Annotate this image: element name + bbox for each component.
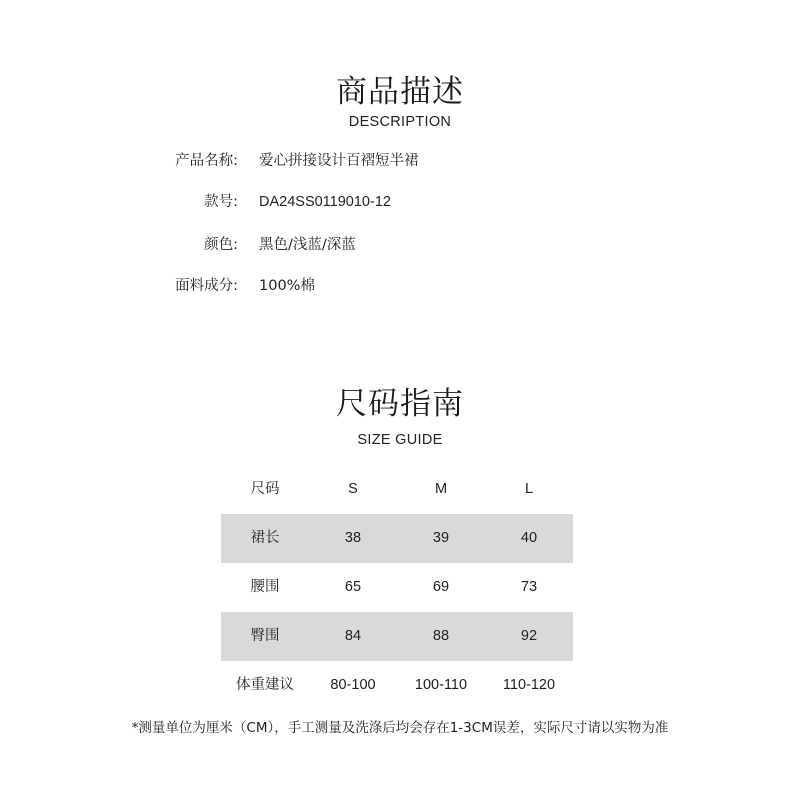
color-label: 颜色: (204, 237, 238, 253)
size-row-waist (221, 563, 573, 612)
info-row-fabric (0, 274, 800, 298)
value-m: 39 (432, 530, 450, 546)
info-row-product-name (0, 149, 800, 173)
header-size: 尺码 (250, 481, 280, 497)
value-m: 88 (432, 628, 450, 644)
header-m: M (434, 481, 448, 497)
row-label: 腰围 (250, 579, 280, 595)
info-row-color (0, 233, 800, 257)
measurement-footnote: *测量单位为厘米（CM），手工测量及洗涤后均会存在1-3CM误差，实际尺寸请以实物为准 (131, 720, 669, 736)
value-m: 69 (432, 579, 450, 595)
row-label: 体重建议 (236, 677, 294, 693)
row-label: 臀围 (250, 628, 280, 644)
size-row-weight (221, 661, 573, 710)
size-row-skirt-length (221, 514, 573, 563)
value-l: 92 (520, 628, 538, 644)
value-s: 38 (344, 530, 362, 546)
value-s: 80-100 (330, 677, 376, 693)
value-m: 100-110 (414, 677, 468, 693)
value-l: 110-120 (502, 677, 556, 693)
size-table (221, 465, 573, 710)
description-subtitle: DESCRIPTION (348, 114, 452, 130)
style-number-value: DA24SS0119010-12 (259, 194, 391, 210)
description-title: 商品描述 (336, 74, 464, 110)
value-s: 84 (344, 628, 362, 644)
product-name-label: 产品名称: (175, 153, 238, 169)
value-l: 73 (520, 579, 538, 595)
header-l: L (524, 481, 534, 497)
size-guide-title: 尺码指南 (336, 386, 464, 422)
info-row-style-number (0, 190, 800, 214)
fabric-label: 面料成分: (175, 278, 238, 294)
header-s: S (348, 481, 358, 497)
size-guide-subtitle: SIZE GUIDE (357, 432, 443, 448)
value-s: 65 (344, 579, 362, 595)
value-l: 40 (520, 530, 538, 546)
row-label: 裙长 (250, 530, 280, 546)
size-row-hip (221, 612, 573, 661)
product-name-value: 爱心拼接设计百褶短半裙 (259, 153, 419, 169)
color-value: 黑色/浅蓝/深蓝 (259, 237, 356, 253)
fabric-value: 100%棉 (259, 278, 315, 294)
style-number-label: 款号: (204, 194, 238, 210)
size-table-header (221, 465, 573, 514)
